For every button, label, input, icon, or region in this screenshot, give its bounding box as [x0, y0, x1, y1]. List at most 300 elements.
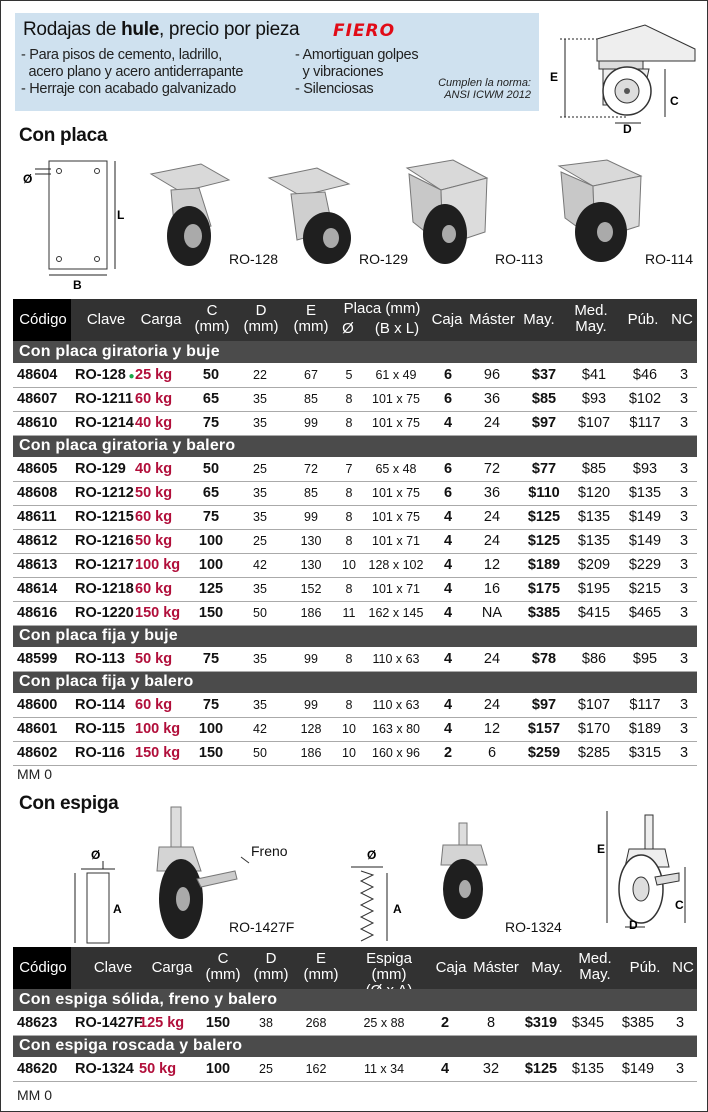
table-cell: 24	[465, 693, 519, 717]
col-header-codigo: Código	[19, 311, 67, 328]
table-cell: 48604	[13, 363, 71, 387]
dim-label-c: C	[670, 94, 679, 108]
table-cell: $175	[519, 577, 569, 601]
table-cell: 3	[671, 717, 697, 741]
table-cell: 11	[337, 601, 361, 625]
col-header-master: Máster	[469, 311, 515, 328]
col-header-pub: Púb.	[627, 311, 659, 328]
table-cell: 72	[285, 457, 337, 481]
col-header-pub-2: Púb.	[629, 959, 661, 976]
model-label-ro-128: RO-128	[229, 251, 279, 267]
col-header-clave: Clave	[86, 311, 126, 328]
table-cell: 24	[465, 411, 519, 435]
table-cell: 3	[671, 529, 697, 553]
table-cell: 3	[671, 601, 697, 625]
table-cell: 3	[671, 553, 697, 577]
table-cell: 150 kg	[133, 601, 187, 625]
table-row	[13, 363, 697, 387]
table-cell: $77	[519, 457, 569, 481]
col-header-nc: NC	[671, 311, 693, 328]
group-header	[13, 989, 697, 1011]
table-cell: $195	[569, 577, 619, 601]
caster-ro-113-image	[407, 160, 487, 264]
caster-ro-128-image	[151, 164, 229, 266]
table-cell: 8	[337, 577, 361, 601]
section-title-con-espiga: Con espiga	[19, 793, 119, 814]
table-cell: $117	[619, 693, 671, 717]
table-cell: 3	[671, 577, 697, 601]
table-cell: 35	[235, 505, 285, 529]
table-cell: RO-115	[71, 717, 133, 741]
group-header	[13, 341, 697, 363]
table-cell: 4	[431, 411, 465, 435]
table-cell: 4	[431, 577, 465, 601]
page-title: Rodajas de hule, precio por pieza	[23, 19, 300, 40]
table-cell: 100	[195, 1057, 241, 1081]
table-cell: $85	[519, 387, 569, 411]
table-cell: 6	[431, 481, 465, 505]
table-cell: 7	[337, 457, 361, 481]
table-cell: 48610	[13, 411, 71, 435]
table-cell: 8	[337, 411, 361, 435]
table-row	[13, 577, 697, 601]
table-cell: 35	[235, 411, 285, 435]
caster-dimension-diagram	[545, 9, 705, 133]
col-header-espiga: Espiga (mm)	[366, 950, 412, 983]
table-cell: 128 x 102	[361, 553, 431, 577]
table-cell: 3	[671, 647, 697, 671]
table-cell: $85	[569, 457, 619, 481]
table-cell: 6	[431, 457, 465, 481]
threaded-stem-diagram	[351, 848, 402, 941]
table-cell: 24	[465, 647, 519, 671]
table-cell: $215	[619, 577, 671, 601]
table-cell: RO-1211	[71, 387, 133, 411]
table-cell: 50 kg	[137, 1057, 195, 1081]
table-cell: 8	[337, 693, 361, 717]
table-cell: 6	[431, 387, 465, 411]
table-header-espiga	[13, 947, 697, 989]
table-cell: 128	[285, 717, 337, 741]
table-cell: 4	[431, 553, 465, 577]
table-cell: $135	[619, 481, 671, 505]
table-cell: 6	[431, 363, 465, 387]
table-cell: 99	[285, 411, 337, 435]
plate-dimension-diagram	[21, 155, 133, 295]
col-header-nc-2: NC	[672, 959, 694, 976]
plate-casters-images	[141, 156, 701, 276]
caster-ro-129-image	[269, 168, 351, 264]
table-cell: 48600	[13, 693, 71, 717]
col-header-placa: Placa (mm)	[343, 300, 421, 317]
table-cell: RO-1215	[71, 505, 133, 529]
table-cell: $125	[519, 505, 569, 529]
table-cell: $93	[569, 387, 619, 411]
table-cell: $229	[619, 553, 671, 577]
table-cell: $117	[619, 411, 671, 435]
table-cell: 4	[431, 647, 465, 671]
table-cell: 42	[235, 717, 285, 741]
table-cell: $315	[619, 741, 671, 765]
table-cell: 72	[465, 457, 519, 481]
table-cell: 125	[187, 577, 235, 601]
table-row	[13, 647, 697, 671]
stem-caster-dimension-diagram	[589, 797, 701, 937]
table-cell: $120	[569, 481, 619, 505]
table-cell: 100	[187, 717, 235, 741]
table-cell: 50 kg	[133, 647, 187, 671]
dim-label-d-stem: D	[629, 918, 638, 932]
col-header-med-may-2: Med. May.	[578, 950, 612, 983]
table-cell: 25 x 88	[341, 1011, 427, 1035]
model-label-ro-129: RO-129	[359, 251, 409, 267]
col-header-caja: Caja	[431, 311, 463, 328]
table-cell: RO-1212	[71, 481, 133, 505]
table-cell: 12	[465, 717, 519, 741]
col-header-e-2: E (mm)	[303, 950, 339, 983]
table-cell: 61 x 49	[361, 363, 431, 387]
brand-logo: FIERO	[333, 21, 396, 41]
table-cell: 8	[337, 387, 361, 411]
stem-caster-drawing-icon	[619, 815, 679, 923]
table-header-placa	[13, 299, 697, 341]
table-cell: 100	[187, 529, 235, 553]
col-header-e: E (mm)	[293, 302, 329, 335]
table-cell: 186	[285, 601, 337, 625]
table-cell: 10	[337, 741, 361, 765]
table-cell: 75	[187, 505, 235, 529]
table-cell: $415	[569, 601, 619, 625]
table-cell: 60 kg	[133, 505, 187, 529]
col-header-carga-2: Carga	[151, 959, 193, 976]
table-cell: $157	[519, 717, 569, 741]
table-cell: $149	[613, 1057, 663, 1081]
table-cell: 25	[235, 529, 285, 553]
table-cell: 110 x 63	[361, 647, 431, 671]
table-cell: 4	[431, 505, 465, 529]
caster-ro-114-image	[559, 160, 641, 262]
table-cell: RO-116	[71, 741, 133, 765]
table-cell: RO-1214	[71, 411, 133, 435]
group-title: Con placa fija y balero	[13, 671, 697, 693]
table-cell: 10	[337, 553, 361, 577]
table-cell: 67	[285, 363, 337, 387]
table-cell: 163 x 80	[361, 717, 431, 741]
table-row	[13, 529, 697, 553]
table-cell: 50	[235, 601, 285, 625]
table-cell: 96	[465, 363, 519, 387]
table-cell: RO-1216	[71, 529, 133, 553]
table-cell: 48620	[13, 1057, 71, 1081]
table-cell: $86	[569, 647, 619, 671]
table-cell: 50 kg	[133, 481, 187, 505]
col-header-may: May.	[523, 311, 555, 328]
table-cell: 10	[337, 717, 361, 741]
section-title-con-placa: Con placa	[19, 125, 108, 146]
table-cell: 60 kg	[133, 577, 187, 601]
table-cell: 40 kg	[133, 411, 187, 435]
footnote-2: MM 0	[17, 1087, 52, 1103]
table-cell: 3	[671, 481, 697, 505]
table-cell: 35	[235, 481, 285, 505]
table-cell: 40 kg	[133, 457, 187, 481]
model-label-ro-1427f: RO-1427F	[229, 919, 295, 935]
table-cell: 48611	[13, 505, 71, 529]
table-cell: 35	[235, 577, 285, 601]
col-header-may-2: May.	[531, 959, 563, 976]
table-cell: $259	[519, 741, 569, 765]
table-cell: 3	[671, 387, 697, 411]
table-cell: 4	[431, 601, 465, 625]
table-cell: RO-1217	[71, 553, 133, 577]
table-cell: 8	[337, 505, 361, 529]
table-row	[13, 717, 697, 741]
table-cell: RO-113	[71, 647, 133, 671]
dim-label-a-thread: A	[393, 902, 402, 916]
dim-label-c-stem: C	[675, 898, 684, 912]
table-cell: 99	[285, 693, 337, 717]
dim-label-o-solid: Ø	[91, 848, 101, 862]
model-label-ro-114: RO-114	[645, 251, 693, 267]
col-header-master-2: Máster	[473, 959, 519, 976]
solid-stem-diagram	[75, 848, 122, 943]
col-header-placa-diam: Ø	[342, 320, 354, 337]
table-cell: 65 x 48	[361, 457, 431, 481]
table-cell: 48616	[13, 601, 71, 625]
table-cell: $97	[519, 693, 569, 717]
table-row	[13, 505, 697, 529]
table-cell: 5	[337, 363, 361, 387]
dim-label-e: E	[550, 70, 559, 84]
table-cell: 160 x 96	[361, 741, 431, 765]
table-cell: 85	[285, 481, 337, 505]
table-cell: 4	[431, 529, 465, 553]
table-cell: 24	[465, 529, 519, 553]
dim-label-e-stem: E	[597, 842, 606, 856]
table-cell: 268	[291, 1011, 341, 1035]
table-cell: 36	[465, 481, 519, 505]
table-cell: 35	[235, 387, 285, 411]
table-cell: 130	[285, 553, 337, 577]
table-cell: 48602	[13, 741, 71, 765]
table-cell: 162 x 145	[361, 601, 431, 625]
col-header-carga: Carga	[140, 311, 182, 328]
table-cell: $319	[519, 1011, 563, 1035]
table-cell: $37	[519, 363, 569, 387]
table-cell: 8	[337, 481, 361, 505]
table-cell: 65	[187, 481, 235, 505]
table-cell: 100 kg	[133, 553, 187, 577]
table-cell: $170	[569, 717, 619, 741]
table-cell: 50	[235, 741, 285, 765]
table-row	[13, 693, 697, 717]
col-header-clave-2: Clave	[93, 959, 133, 976]
table-cell: 100	[187, 553, 235, 577]
table-cell: 101 x 71	[361, 529, 431, 553]
table-cell: 35	[235, 693, 285, 717]
table-cell: RO-114	[71, 693, 133, 717]
table-row	[13, 1057, 697, 1081]
table-cell: $125	[519, 1057, 563, 1081]
dim-label-o-thread: Ø	[367, 848, 377, 862]
table-row	[13, 741, 697, 765]
col-header-codigo-2: Código	[19, 959, 67, 976]
group-title: Con espiga roscada y balero	[13, 1035, 697, 1057]
col-header-caja-2: Caja	[435, 959, 467, 976]
table-cell: $107	[569, 693, 619, 717]
table-cell: 152	[285, 577, 337, 601]
table-cell: 60 kg	[133, 387, 187, 411]
table-cell: 48605	[13, 457, 71, 481]
table-cell: 48623	[13, 1011, 71, 1035]
table-cell: 3	[671, 363, 697, 387]
table-cell: $93	[619, 457, 671, 481]
features-left: - Para pisos de cemento, ladrillo, acero plano y acero antiderrapante - Herraje con acabado galvanizado	[21, 47, 244, 97]
table-cell: 125 kg	[137, 1011, 195, 1035]
table-cell: 8	[337, 647, 361, 671]
table-cell: RO-1324	[71, 1057, 137, 1081]
table-cell: $41	[569, 363, 619, 387]
table-cell: $78	[519, 647, 569, 671]
col-header-c: C (mm)	[194, 302, 230, 335]
table-cell: RO-128 ●	[71, 363, 133, 387]
table-cell: 101 x 75	[361, 411, 431, 435]
table-row	[13, 481, 697, 505]
table-cell: 100 kg	[133, 717, 187, 741]
col-header-d-2: D (mm)	[253, 950, 289, 983]
table-cell: $107	[569, 411, 619, 435]
table-cell: RO-1427F	[71, 1011, 137, 1035]
table-cell: 4	[427, 1057, 463, 1081]
group-header	[13, 671, 697, 693]
table-cell: 3	[663, 1011, 697, 1035]
table-cell: $465	[619, 601, 671, 625]
table-cell: 48613	[13, 553, 71, 577]
table-cell: 3	[671, 411, 697, 435]
table-cell: $102	[619, 387, 671, 411]
table-cell: $97	[519, 411, 569, 435]
brake-label: Freno	[251, 843, 288, 859]
table-cell: 22	[235, 363, 285, 387]
dim-label-o: Ø	[23, 172, 33, 186]
table-cell: 48614	[13, 577, 71, 601]
table-cell: 101 x 75	[361, 481, 431, 505]
table-cell: 2	[431, 741, 465, 765]
table-cell: NA	[465, 601, 519, 625]
table-cell: $209	[569, 553, 619, 577]
table-row	[13, 601, 697, 625]
table-cell: 48612	[13, 529, 71, 553]
table-cell: RO-129	[71, 457, 133, 481]
dim-label-l: L	[117, 208, 125, 222]
table-cell: 3	[671, 457, 697, 481]
table-cell: 50 kg	[133, 529, 187, 553]
table-cell: 25	[241, 1057, 291, 1081]
placa-table	[13, 341, 697, 766]
table-cell: 8	[463, 1011, 519, 1035]
table-cell: 162	[291, 1057, 341, 1081]
table-cell: 4	[431, 717, 465, 741]
table-cell: 3	[663, 1057, 697, 1081]
col-header-d: D (mm)	[243, 302, 279, 335]
col-header-placa-bxl: (B x L)	[374, 320, 420, 337]
table-cell: 3	[671, 741, 697, 765]
table-cell: 101 x 75	[361, 387, 431, 411]
table-cell: 48599	[13, 647, 71, 671]
table-cell: 101 x 75	[361, 505, 431, 529]
group-title: Con placa fija y buje	[13, 625, 697, 647]
espiga-table	[13, 989, 697, 1082]
table-cell: 11 x 34	[341, 1057, 427, 1081]
table-cell: 24	[465, 505, 519, 529]
table-cell: 99	[285, 505, 337, 529]
table-cell: 186	[285, 741, 337, 765]
table-cell: $46	[619, 363, 671, 387]
table-cell: 25	[235, 457, 285, 481]
table-cell: 65	[187, 387, 235, 411]
table-cell: 2	[427, 1011, 463, 1035]
table-cell: 16	[465, 577, 519, 601]
model-label-ro-1324: RO-1324	[505, 919, 562, 935]
dim-label-a-solid: A	[113, 902, 122, 916]
new-item-dot-icon: ●	[125, 371, 135, 382]
group-header	[13, 435, 697, 457]
table-cell: 75	[187, 411, 235, 435]
table-cell: $345	[563, 1011, 613, 1035]
table-cell: $135	[569, 505, 619, 529]
table-cell: 48608	[13, 481, 71, 505]
table-cell: 101 x 71	[361, 577, 431, 601]
table-cell: 150	[187, 601, 235, 625]
col-header-med-may: Med. May.	[574, 302, 608, 335]
table-cell: 150 kg	[133, 741, 187, 765]
group-header	[13, 625, 697, 647]
table-cell: 150	[195, 1011, 241, 1035]
table-cell: 38	[241, 1011, 291, 1035]
table-cell: 42	[235, 553, 285, 577]
table-cell: 110 x 63	[361, 693, 431, 717]
table-row	[13, 411, 697, 435]
table-row	[13, 387, 697, 411]
table-cell: 85	[285, 387, 337, 411]
caster-drawing-icon	[597, 25, 695, 115]
table-cell: 36	[465, 387, 519, 411]
table-cell: 12	[465, 553, 519, 577]
group-title: Con placa giratoria y balero	[13, 435, 697, 457]
table-cell: 50	[187, 363, 235, 387]
dim-label-d: D	[623, 122, 632, 133]
model-label-ro-113: RO-113	[495, 251, 543, 267]
caster-ro-1324-image	[441, 823, 487, 919]
table-cell: 3	[671, 693, 697, 717]
table-row	[13, 1011, 697, 1035]
table-cell: $385	[613, 1011, 663, 1035]
table-cell: $149	[619, 505, 671, 529]
table-cell: 4	[431, 693, 465, 717]
dim-label-b: B	[73, 278, 82, 292]
table-cell: RO-1220	[71, 601, 133, 625]
table-cell: $110	[519, 481, 569, 505]
table-cell: 50	[187, 457, 235, 481]
table-cell: 75	[187, 647, 235, 671]
table-cell: $135	[563, 1057, 613, 1081]
table-cell: $189	[619, 717, 671, 741]
table-cell: 150	[187, 741, 235, 765]
table-cell: 75	[187, 693, 235, 717]
table-cell: 60 kg	[133, 693, 187, 717]
table-cell: $125	[519, 529, 569, 553]
table-cell: $385	[519, 601, 569, 625]
